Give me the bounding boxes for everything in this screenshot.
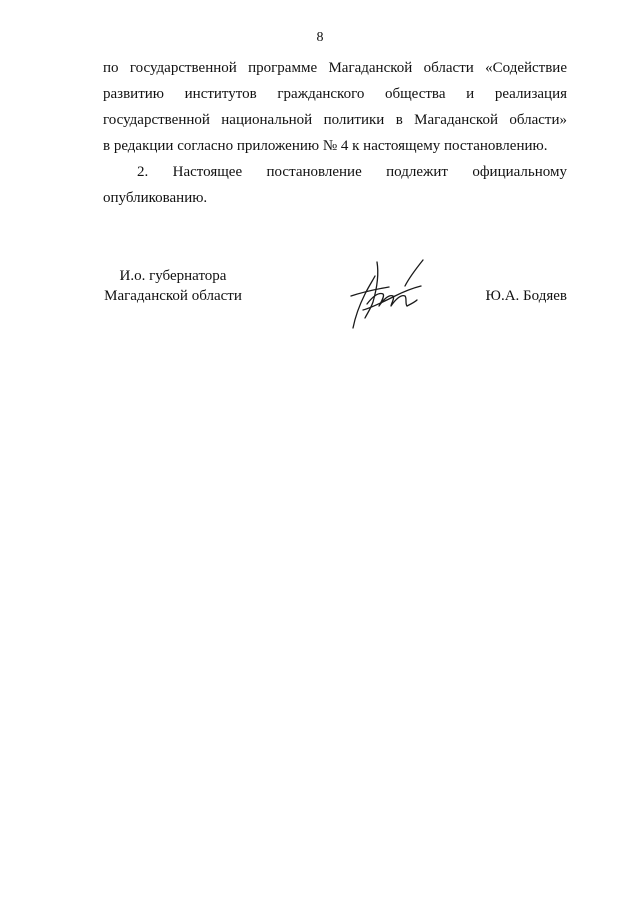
paragraph-2-line: опубликованию. [103, 190, 208, 206]
handwritten-signature-icon [343, 256, 438, 331]
paragraph-1-line: государственной национальной политики в Магаданской области» [103, 112, 567, 128]
page-number: 8 [316, 30, 324, 45]
signer-title-line-1: И.о. губернатора [119, 268, 227, 284]
signer-title [103, 266, 243, 306]
paragraph-1-line: по государственной программе Магаданской области «Содействие [103, 60, 567, 76]
signer-name: Ю.А. Бодяев [485, 288, 567, 304]
paragraph-1 [103, 55, 567, 159]
paragraph-1-line: развитию институтов гражданского общества и реализация [103, 86, 567, 102]
paragraph-2-line: 2. Настоящее постановление подлежит официальному [137, 164, 567, 180]
paragraph-1-line: в редакции согласно приложению № 4 к настоящему постановлению. [103, 138, 548, 154]
signer-title-line-2: Магаданской области [104, 288, 242, 304]
paragraph-2 [103, 159, 567, 211]
signature-block [103, 266, 567, 346]
